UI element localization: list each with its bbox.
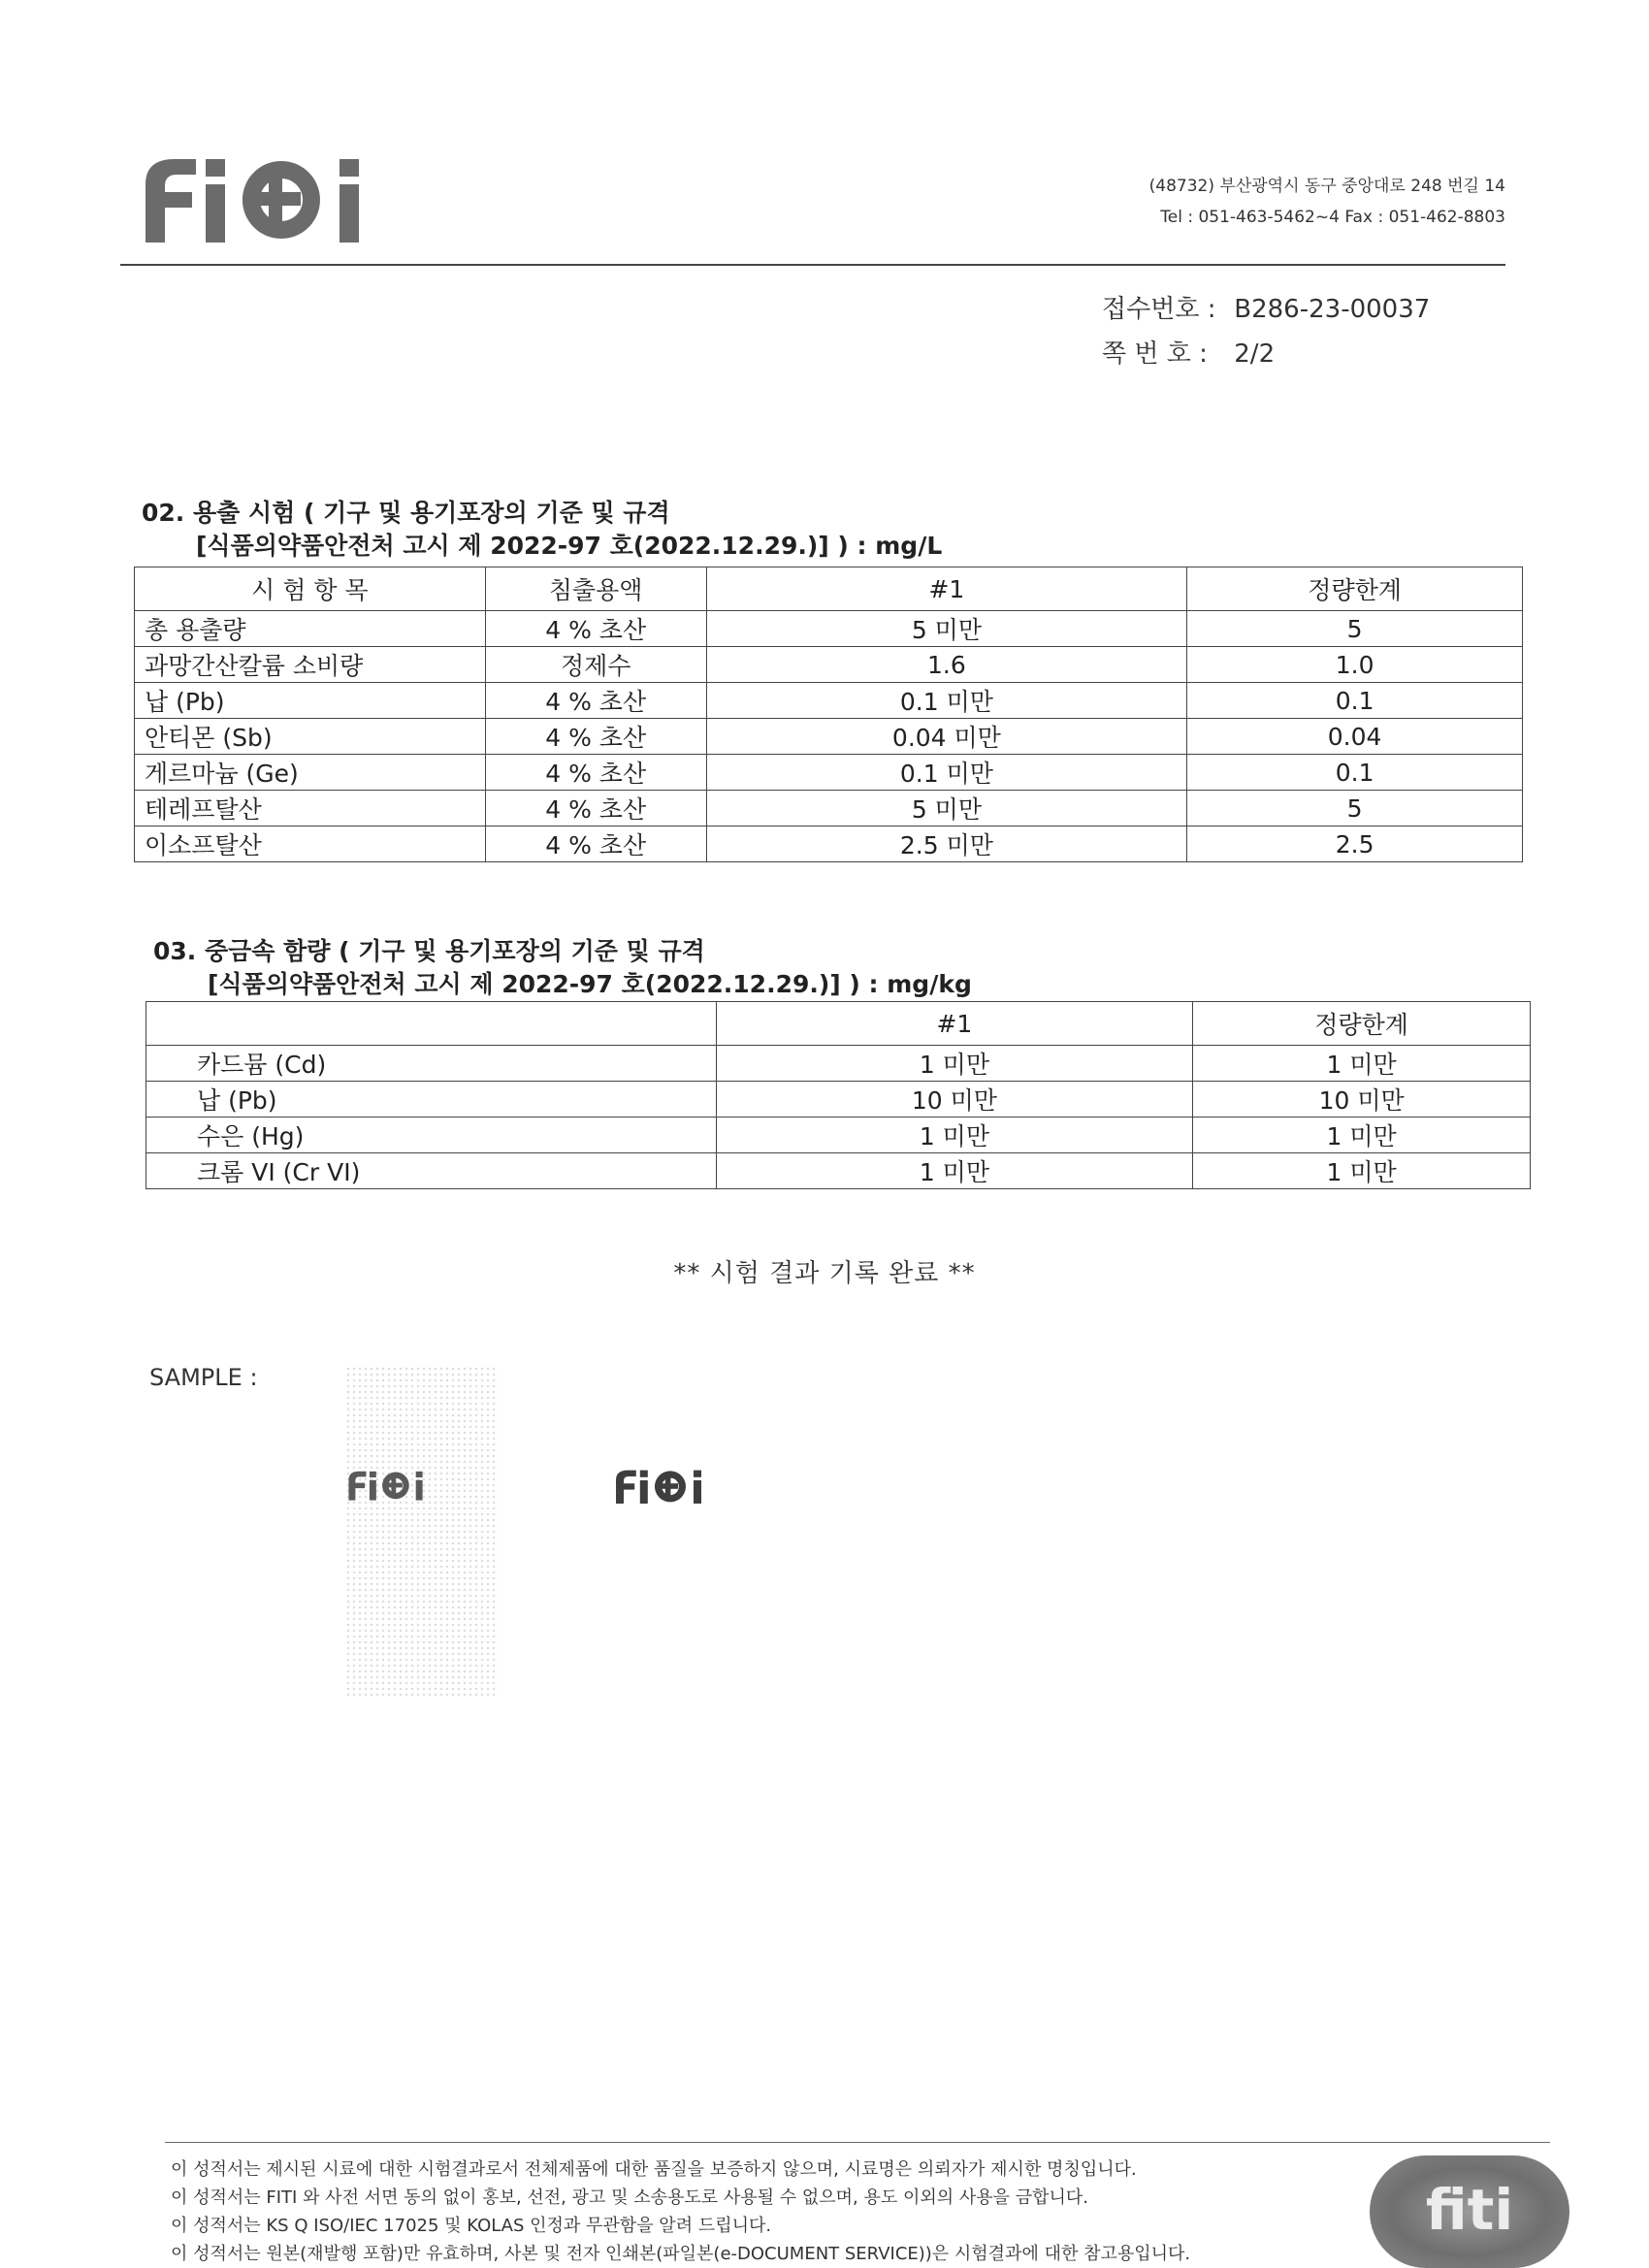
result: 10 미만 xyxy=(716,1082,1193,1118)
solvent: 4 % 초산 xyxy=(485,683,706,719)
section-03-subtitle: [식품의약품안전처 고시 제 2022-97 호(2022.12.29.)] ) : mg/kg xyxy=(208,970,972,998)
section-02-subtitle: [식품의약품안전처 고시 제 2022-97 호(2022.12.29.)] ) : mg/L xyxy=(196,532,943,560)
test-item: 납 (Pb) xyxy=(135,683,486,719)
company-contact xyxy=(1149,171,1505,233)
table-row xyxy=(135,791,1523,826)
header-divider xyxy=(120,264,1505,266)
test-item: 게르마늄 (Ge) xyxy=(135,755,486,791)
col-header: 정량한계 xyxy=(1193,1002,1531,1046)
elution-test-table xyxy=(134,567,1523,862)
footer-note: 이 성적서는 KS Q ISO/IEC 17025 및 KOLAS 인정과 무관함을 알려 드립니다. xyxy=(171,2216,772,2236)
sample-image xyxy=(345,1366,499,1696)
quant-limit: 5 xyxy=(1187,791,1523,826)
test-item: 총 용출량 xyxy=(135,611,486,647)
quant-limit: 2.5 xyxy=(1187,826,1523,862)
company-address: (48732) 부산광역시 동구 중앙대로 248 번길 14 xyxy=(1148,177,1505,196)
footer-note: 이 성적서는 원본(재발행 포함)만 유효하며, 사본 및 전자 인쇄본(파일본(e-DOCUMENT SERVICE))은 시험결과에 대한 참고용입니다. xyxy=(171,2244,1191,2264)
receipt-label: 접수번호 : xyxy=(1102,295,1216,324)
quant-limit: 0.1 xyxy=(1187,755,1523,791)
quant-limit: 1 미만 xyxy=(1193,1118,1531,1153)
solvent: 4 % 초산 xyxy=(485,826,706,862)
col-header xyxy=(146,1002,717,1046)
company-phone-fax: Tel : 051-463-5462~4 Fax : 051-462-8803 xyxy=(1160,208,1505,227)
test-item: 테레프탈산 xyxy=(135,791,486,826)
test-item: 과망간산칼륨 소비량 xyxy=(135,647,486,683)
result: 5 미만 xyxy=(706,791,1187,826)
section-02-heading xyxy=(142,497,942,563)
metal-item: 수은 (Hg) xyxy=(146,1118,717,1153)
table-row xyxy=(135,719,1523,755)
result: 1 미만 xyxy=(716,1046,1193,1082)
quant-limit: 5 xyxy=(1187,611,1523,647)
col-header: 침출용액 xyxy=(485,567,706,611)
result: 5 미만 xyxy=(706,611,1187,647)
table-row xyxy=(135,647,1523,683)
col-header: #1 xyxy=(716,1002,1193,1046)
solvent: 4 % 초산 xyxy=(485,719,706,755)
page-label: 쪽 번 호 : xyxy=(1102,340,1208,369)
table-row xyxy=(135,611,1523,647)
col-header: 정량한계 xyxy=(1187,567,1523,611)
result: 0.04 미만 xyxy=(706,719,1187,755)
table-row xyxy=(146,1046,1531,1082)
result: 1 미만 xyxy=(716,1153,1193,1189)
result: 0.1 미만 xyxy=(706,755,1187,791)
solvent: 4 % 초산 xyxy=(485,791,706,826)
sample-logo-large xyxy=(609,1465,716,1507)
quant-limit: 1.0 xyxy=(1187,647,1523,683)
page-number: 2/2 xyxy=(1234,340,1276,369)
col-header: #1 xyxy=(706,567,1187,611)
table-row xyxy=(135,755,1523,791)
result: 1 미만 xyxy=(716,1118,1193,1153)
result: 0.1 미만 xyxy=(706,683,1187,719)
footer-note: 이 성적서는 제시된 시료에 대한 시험결과로서 전체제품에 대한 품질을 보증하지 않으며, 시료명은 의뢰자가 제시한 명칭입니다. xyxy=(171,2159,1137,2180)
document-meta xyxy=(1102,287,1430,376)
solvent: 4 % 초산 xyxy=(485,611,706,647)
fiti-logo xyxy=(136,146,388,252)
quant-limit: 0.1 xyxy=(1187,683,1523,719)
metal-item: 크롬 VI (Cr VI) xyxy=(146,1153,717,1189)
metal-item: 카드뮴 (Cd) xyxy=(146,1046,717,1082)
section-03-heading xyxy=(153,935,972,1001)
quant-limit: 10 미만 xyxy=(1193,1082,1531,1118)
table-header-row xyxy=(135,567,1523,611)
result: 2.5 미만 xyxy=(706,826,1187,862)
table-row xyxy=(135,826,1523,862)
solvent: 정제수 xyxy=(485,647,706,683)
fiti-seal-stamp xyxy=(1370,2155,1569,2268)
section-02-title: 02. 용출 시험 ( 기구 및 용기포장의 기준 및 규격 xyxy=(142,499,670,527)
col-header: 시 험 항 목 xyxy=(135,567,486,611)
footer-note: 이 성적서는 FITI 와 사전 서면 동의 없이 홍보, 선전, 광고 및 소송용도로 사용될 수 없으며, 용도 이외의 사용을 금합니다. xyxy=(171,2187,1089,2208)
solvent: 4 % 초산 xyxy=(485,755,706,791)
table-row xyxy=(135,683,1523,719)
stamp-text: fiti xyxy=(1425,2177,1514,2243)
heavy-metal-table xyxy=(146,1001,1531,1189)
section-03-title: 03. 중금속 함량 ( 기구 및 용기포장의 기준 및 규격 xyxy=(153,937,705,965)
result: 1.6 xyxy=(706,647,1187,683)
test-item: 안티몬 (Sb) xyxy=(135,719,486,755)
table-header-row xyxy=(146,1002,1531,1046)
quant-limit: 1 미만 xyxy=(1193,1046,1531,1082)
quant-limit: 0.04 xyxy=(1187,719,1523,755)
footer-notes xyxy=(171,2155,1190,2268)
receipt-number: B286-23-00037 xyxy=(1234,295,1431,324)
footer-divider xyxy=(165,2142,1550,2143)
test-item: 이소프탈산 xyxy=(135,826,486,862)
table-row xyxy=(146,1118,1531,1153)
sample-label: SAMPLE : xyxy=(149,1364,258,1391)
completion-note: ** 시험 결과 기록 완료 ** xyxy=(673,1259,976,1288)
metal-item: 납 (Pb) xyxy=(146,1082,717,1118)
quant-limit: 1 미만 xyxy=(1193,1153,1531,1189)
table-row xyxy=(146,1153,1531,1189)
sample-logo-small xyxy=(345,1465,433,1506)
table-row xyxy=(146,1082,1531,1118)
